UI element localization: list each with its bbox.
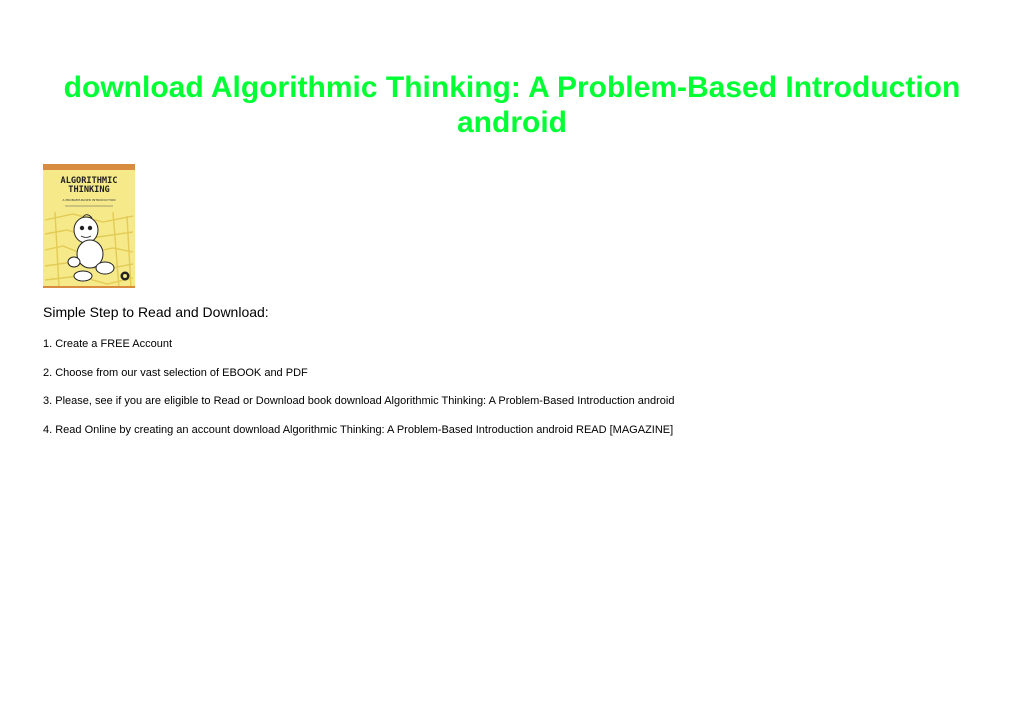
steps-heading: Simple Step to Read and Download: bbox=[43, 304, 269, 320]
cover-subtitle: A PROBLEM-BASED INTRODUCTION bbox=[62, 198, 116, 202]
book-cover-image bbox=[43, 164, 135, 288]
cover-title-line1: ALGORITHMIC bbox=[60, 176, 118, 186]
step-item-check-eligibility: 3. Please, see if you are eligible to Read or Download book download Algorithmic Thinking: A Problem-Based Introduction android bbox=[43, 395, 675, 408]
steps-list bbox=[43, 338, 674, 452]
step-item-choose-selection: 2. Choose from our vast selection of EBOOK and PDF bbox=[43, 366, 308, 379]
step-item-read-online: 4. Read Online by creating an account download Algorithmic Thinking: A Problem-Based Introduction android READ [MAGAZINE] bbox=[43, 423, 674, 436]
document-title: download Algorithmic Thinking: A Problem-Based Introduction android bbox=[63, 71, 961, 139]
cover-title-line2: THINKING bbox=[68, 185, 110, 195]
step-item-create-account: 1. Create a FREE Account bbox=[43, 338, 173, 350]
